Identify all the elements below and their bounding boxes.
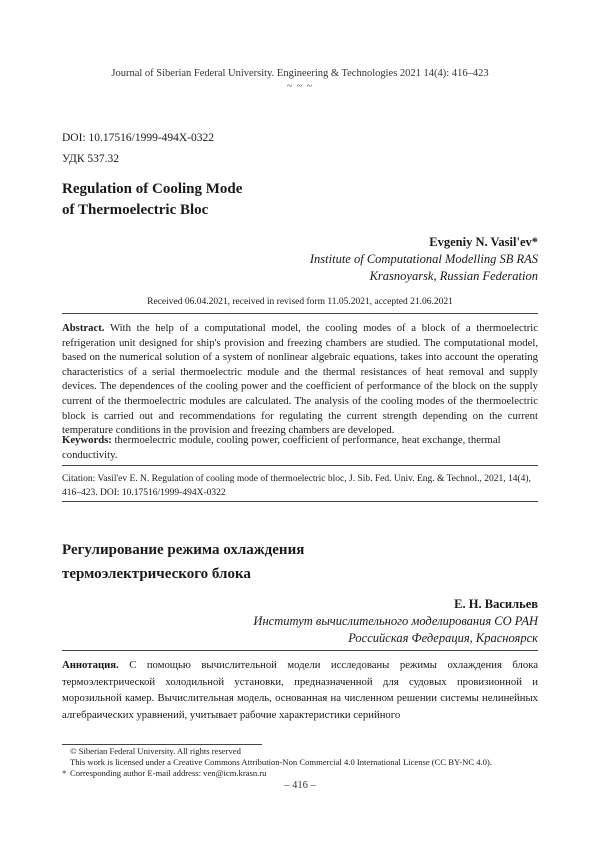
author-name: Evgeniy N. Vasil'ev*	[429, 235, 538, 249]
footnote-corresponding: Corresponding author E-mail address: ven@icm.krasn.ru	[70, 768, 267, 778]
title-en-line-2: of Thermoelectric Bloc	[62, 202, 209, 218]
title-en-line-1: Regulation of Cooling Mode	[62, 181, 243, 197]
title-ru-line-1: Регулирование режима охлаждения	[62, 542, 305, 558]
author-block-ru	[253, 596, 538, 647]
author-block-en	[310, 234, 538, 285]
header-separator: ~ ~ ~	[286, 81, 314, 92]
footnote-copyright: © Siberian Federal University. All rights reserved	[70, 746, 241, 756]
abstract-label: Abstract.	[62, 322, 105, 334]
title-russian	[62, 538, 304, 586]
author-affiliation: Institute of Computational Modelling SB RAS	[309, 252, 538, 266]
page-number: – 416 –	[284, 780, 316, 791]
citation: Citation: Vasil'ev E. N. Regulation of cooling mode of thermoelectric bloc, J. Sib. Fed. Univ. Eng. & Technol., 2021, 14(4), 416–423. DOI: 10.17516/1999-494X-0322	[62, 474, 531, 498]
author-location-ru: Российская Федерация, Красноярск	[348, 631, 538, 645]
keywords	[62, 433, 538, 462]
footnote-license: This work is licensed under a Creative Commons Attribution-Non Commercial 4.0 International License (CC BY-NC 4.0).	[70, 757, 492, 767]
author-name-ru: Е. Н. Васильев	[454, 597, 538, 611]
abstract-ru-text: С помощью вычислительной модели исследованы режимы охлаждения блока термоэлектрической холодильной установки, предназначенной для судовых провизионной и морозильной камер. Вычислительная модель, основанная на численном решении системы нелинейных алгебраических уравнений, учитывает рабочие характеристики серийного	[62, 659, 538, 721]
abstract-en	[62, 321, 538, 438]
title-ru-line-2: термоэлектрического блока	[62, 566, 251, 582]
abstract-top-rule	[62, 313, 538, 314]
author-affiliation-ru: Институт вычислительного моделирования СО РАН	[253, 614, 538, 628]
footnote-star: *	[62, 768, 67, 778]
abstract-text: With the help of a computational model, the cooling modes of a block of a thermoelectric refrigeration unit designed for ship's provision and freezing chambers are studied. The computational model, based on the numerical solution of a system of nonlinear algebraic equations, takes into account the operating characteristics of a serial thermoelectric module and the thermal resistances of heat removal and supply devices. The dependences of the cooling power and the coefficient of performance of the block on the supply current of the thermoelectric modules are calculated. The analysis of the cooling modes of the thermoelectric block is carried out and recommendations for regulating the current strength depending on the current temperature conditions in the provision and freezing chambers are developed.	[62, 322, 539, 437]
keywords-text: thermoelectric module, cooling power, coefficient of performance, heat exchange, thermal conductivity.	[62, 434, 501, 461]
udk-code: УДК 537.32	[62, 153, 119, 165]
author-location: Krasnoyarsk, Russian Federation	[369, 269, 538, 283]
doi[interactable]: DOI: 10.17516/1999-494X-0322	[62, 132, 215, 144]
keywords-label: Keywords:	[62, 434, 112, 446]
abstract-ru	[62, 657, 538, 723]
journal-header: Journal of Siberian Federal University. Engineering & Technologies 2021 14(4): 416–423	[111, 68, 489, 79]
footnote-rule	[62, 744, 262, 745]
title-english	[62, 179, 242, 221]
abstract-ru-label: Аннотация.	[62, 659, 119, 671]
citation-bottom-rule	[62, 501, 538, 502]
received-dates: Received 06.04.2021, received in revised form 11.05.2021, accepted 21.06.2021	[147, 297, 453, 307]
citation-top-rule	[62, 465, 538, 466]
abstract-ru-top-rule	[62, 650, 538, 651]
